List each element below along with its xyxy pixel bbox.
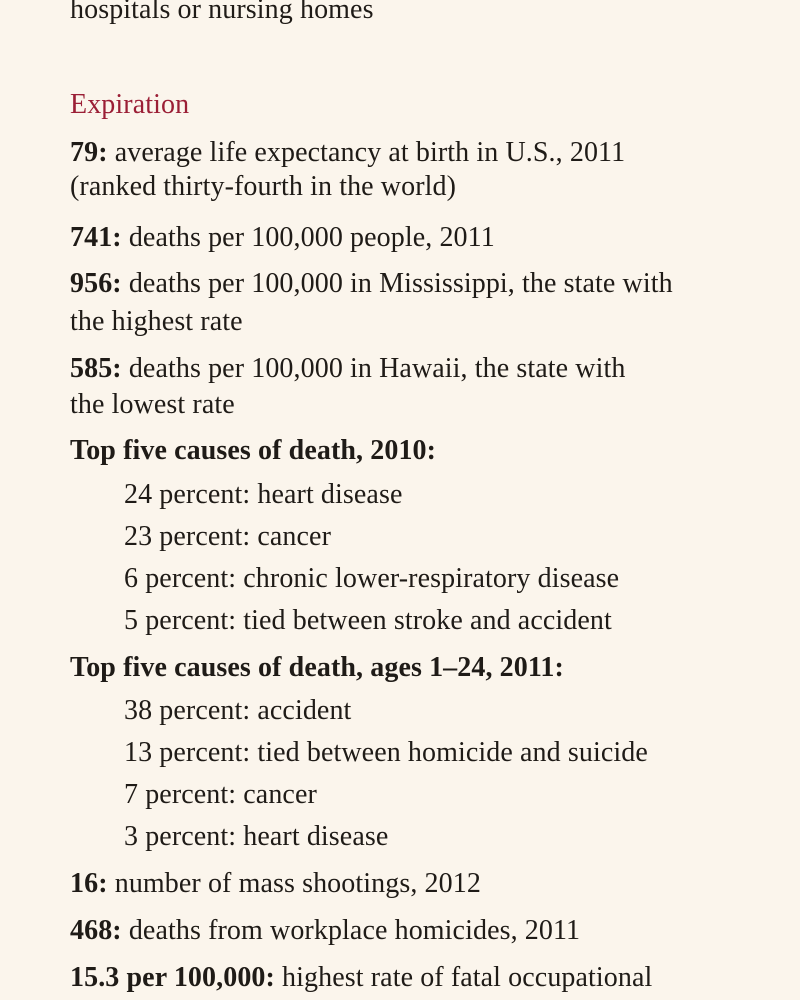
fact-workplace-homicides: [70, 917, 580, 945]
fact-text: deaths per 100,000 in Mississippi, the state with: [121, 268, 673, 299]
fact-label: 585:: [70, 353, 122, 384]
causes-2010-item: 6 percent: chronic lower-respiratory disease: [124, 563, 620, 594]
fact-label: 79:: [70, 137, 108, 168]
causes-ages-item: 3 percent: heart disease: [124, 821, 389, 852]
fact-label: 956:: [70, 268, 122, 299]
fact-label: 16:: [70, 868, 108, 899]
causes-ages-item: 7 percent: cancer: [124, 779, 317, 810]
fact-text: deaths from workplace homicides, 2011: [121, 915, 581, 946]
fact-mass-shootings: [70, 870, 481, 898]
fact-hawaii: [70, 355, 625, 383]
fact-deaths-per-100000: [70, 224, 495, 252]
causes-ages-item: 38 percent: accident: [124, 695, 352, 726]
fact-fatal-occupational-rate: [70, 964, 652, 992]
fact-text: highest rate of fatal occupational: [274, 962, 653, 993]
fact-text: deaths per 100,000 people, 2011: [121, 222, 495, 253]
causes-ages-heading: Top five causes of death, ages 1–24, 2011:: [70, 652, 564, 683]
fact-mississippi: [70, 270, 673, 298]
causes-2010-item: 24 percent: heart disease: [124, 479, 403, 510]
causes-2010-item: 23 percent: cancer: [124, 521, 332, 552]
fact-text: number of mass shootings, 2012: [107, 868, 481, 899]
fact-life-expectancy-continuation: (ranked thirty-fourth in the world): [70, 171, 457, 202]
causes-2010-item: 5 percent: tied between stroke and accident: [124, 605, 612, 636]
fact-mississippi-continuation: the highest rate: [70, 306, 243, 337]
fact-label: 468:: [70, 915, 122, 946]
fact-hawaii-continuation: the lowest rate: [70, 389, 235, 420]
causes-ages-item: 13 percent: tied between homicide and suicide: [124, 737, 648, 768]
causes-2010-heading: Top five causes of death, 2010:: [70, 435, 437, 466]
fact-text: deaths per 100,000 in Hawaii, the state with: [121, 353, 626, 384]
fact-life-expectancy: [70, 139, 625, 167]
section-heading: Expiration: [70, 89, 190, 120]
fact-label: 15.3 per 100,000:: [70, 962, 275, 993]
fact-label: 741:: [70, 222, 122, 253]
fact-text: average life expectancy at birth in U.S., 2011: [107, 137, 626, 168]
previous-section-fragment: hospitals or nursing homes: [70, 0, 374, 25]
